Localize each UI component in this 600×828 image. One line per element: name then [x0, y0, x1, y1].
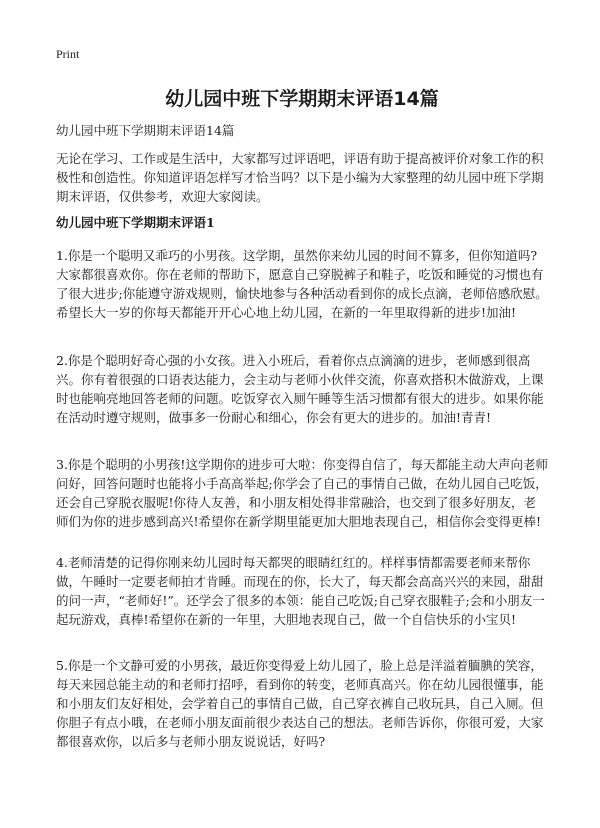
comment-paragraph-2: 2.你是个聪明好奇心强的小女孩。进入小班后，看着你点点滴滴的进步，老师感到很高兴。你有着很强的口语表达能力，会主动与老师小伙伴交流，你喜欢搭积木做游戏，上课时也能响亮地回答老师的问题。吃饭穿衣入厕午睡等生活习惯都有很大的进步。如果你能在活动时遵守规则，做事多一份耐心和细心，你会有更大的进步的。加油!青青! — [56, 353, 544, 425]
comment-paragraph-4: 4.老师清楚的记得你刚来幼儿园时每天都哭的眼睛红红的。样样事情都需要老师来帮你做，午睡时一定要老师拍才肯睡。而现在的你，长大了，每天都会高高兴兴的来园，甜甜的问一声，“老师好!”。还学会了很多的本领：能自己吃饭;自己穿衣服鞋子;会和小朋友一起玩游戏，真棒!希望你在新的一年里，大胆地表现自己，做一个自信快乐的小宝贝! — [56, 555, 545, 627]
comment-paragraph-1: 1.你是一个聪明又乖巧的小男孩。这学期，虽然你来幼儿园的时间不算多，但你知道吗?大家都很喜欢你。你在老师的帮助下，愿意自己穿脱裤子和鞋子，吃饭和睡觉的习惯也有了很大进步;你能遵守游戏规则，愉快地参与各种活动看到你的成长点滴，老师倍感欣慰。希望长大一岁的你每天都能开开心心地上幼儿园，在新的一年里取得新的进步!加油! — [56, 248, 548, 320]
page-title: 幼儿园中班下学期期末评语14篇 — [165, 88, 439, 110]
intro-paragraph: 无论在学习、工作或是生活中，大家都写过评语吧，评语有助于提高被评价对象工作的积极性和创造性。你知道评语怎样写才恰当吗？以下是小编为大家整理的幼儿园中班下学期期末评语，仅供参考，欢迎大家阅读。 — [56, 151, 544, 204]
comment-paragraph-5: 5.你是一个文静可爱的小男孩，最近你变得爱上幼儿园了，脸上总是洋溢着腼腆的笑容，每天来园总能主动的和老师打招呼，看到你的转变，老师真高兴。你在幼儿园很懂事，能和小朋友们友好相处，会学着自己的事情自己做，自己穿衣裤自己收玩具，自己入厕。但你胆子有点小哦，在老师小朋友面前很少表达自己的想法。老师告诉你，你很可爱，大家都很喜欢你，以后多与老师小朋友说说话，好吗? — [56, 658, 544, 749]
comment-paragraph-3: 3.你是个聪明的小男孩!这学期你的进步可大啦：你变得自信了，每天都能主动大声向老师问好，回答问题时也能将小手高高举起;你学会了自己的事情自己做，在幼儿园自己吃饭，还会自己穿脱衣服呢!你待人友善，和小朋友相处得非常融洽，也交到了很多好朋友，老师们为你的进步感到高兴!希望你在新学期里能更加大胆地表现自己，相信你会变得更棒! — [56, 457, 548, 529]
document-subtitle: 幼儿园中班下学期期末评语14篇 — [56, 123, 235, 138]
print-link[interactable]: Print — [56, 47, 80, 61]
section-heading: 幼儿园中班下学期期末评语1 — [56, 215, 215, 230]
